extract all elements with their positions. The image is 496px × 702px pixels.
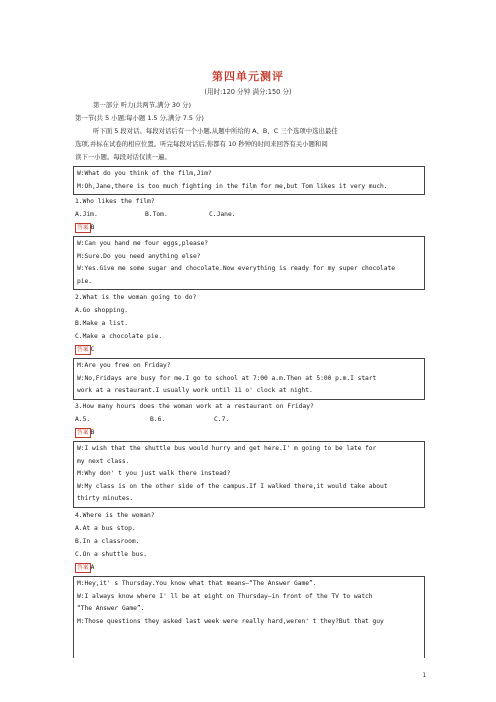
answer-tag: 答案: [77, 430, 89, 436]
instruction-line-3: 读下一小题。每段对话仅读一遍。: [75, 153, 171, 161]
dialog-line: M:Hey,it' s Thursday.You know what that means—“The Answer Game”.: [77, 580, 317, 587]
dialog-line: W:I always know where I' ll be at eight on Thursday—in front of the TV to watch: [77, 592, 373, 600]
dialog-line: pie.: [77, 277, 92, 285]
dialog-line: W:What do you think of the film,Jim?: [77, 170, 212, 177]
answer-value: A: [90, 564, 95, 571]
dialog-line: “The Answer Game”.: [77, 605, 145, 613]
dialog-line: M:Are you free on Friday?: [77, 362, 171, 369]
page-number: 1: [422, 672, 426, 679]
page-title: 第四单元测评: [212, 70, 284, 83]
instruction-line-1: 听下面 5 段对话。每段对话后有一个小题,从题中所给的 A、B、C 三个选项中选出最佳: [93, 127, 338, 135]
dialog-box-2: [73, 236, 425, 290]
dialog-line: thirty minutes.: [77, 495, 134, 503]
dialog-box-1: [73, 166, 425, 195]
option-a: A.At a bus stop.: [75, 525, 136, 532]
options-1: [75, 211, 236, 218]
question-4: 4.Where is the woman?: [75, 512, 155, 519]
dialog-line: M:Sure.Do you need anything else?: [77, 252, 201, 260]
question-2: 2.What is the woman going to do?: [75, 294, 197, 301]
answer-value: B: [90, 429, 95, 436]
dialog-box-3: [73, 358, 425, 400]
dialog-line: W:Can you hand me four eggs,please?: [77, 240, 208, 247]
dialog-line: W:No,Fridays are busy for me.I go to school at 7:00 a.m.Then at 5:00 p.m.I start: [77, 374, 377, 382]
option-a: A.Go shopping.: [75, 307, 129, 314]
answer-value: B: [90, 224, 95, 231]
answer-1: [75, 223, 94, 233]
options-3: [75, 416, 229, 423]
dialog-line: work at a restaurant.I usually work until 11 o' clock at night.: [77, 387, 313, 395]
dialog-line: M:Oh,Jane,there is too much fighting in the film for me,but Tom likes it very much.: [77, 182, 388, 190]
option-c: C.7.: [214, 416, 230, 423]
answer-tag: 答案: [77, 347, 89, 353]
answer-tag: 答案: [77, 225, 89, 231]
question-1: 1.Who likes the film?: [75, 198, 155, 205]
question-3: 3.How many hours does the woman work at a restaurant on Friday?: [75, 403, 314, 410]
dialog-line: W:My class is on the other side of the campus.If I walked there,it would take about: [77, 482, 388, 490]
dialog-line: W:I wish that the shuttle bus would hurry and get here.I' m going to be late for: [77, 445, 377, 452]
instruction-line-2: 选项,并标在试卷的相应位置。听完每段对话后,你都有 10 秒钟的时间来回答有关小题和阅: [75, 140, 328, 148]
dialog-line: my next class.: [77, 457, 130, 465]
option-b: B.Make a list.: [75, 320, 129, 327]
option-b: B.Tom.: [145, 211, 168, 218]
answer-tag: 答案: [77, 565, 89, 571]
option-c: C.Jane.: [209, 211, 236, 218]
section-heading: 第一节(共 5 小题;每小题 1.5 分,满分 7.5 分): [75, 114, 204, 122]
option-c: C.Make a chocolate pie.: [75, 333, 163, 340]
dialog-box-4: [73, 441, 425, 508]
option-a: A.Jim.: [75, 211, 98, 218]
answer-value: C: [90, 346, 95, 353]
option-a: A.5.: [75, 416, 91, 423]
part-heading: 第一部分 听力(共两节,满分 30 分): [93, 101, 191, 109]
answer-2: [75, 345, 94, 355]
dialog-box-5: [73, 576, 425, 658]
page-subtitle: (用时:120 分钟 满分:150 分): [204, 88, 292, 96]
dialog-line: M:Those questions they asked last week were really hard,weren' t they?But that guy: [77, 617, 384, 625]
option-b: B.In a classroom.: [75, 538, 140, 545]
dialog-line: W:Yes.Give me some sugar and chocolate.Now everything is ready for my super chocolate: [77, 265, 395, 273]
option-c: C.On a shuttle bus.: [75, 551, 148, 558]
dialog-line: M:Why don' t you just walk there instead?: [77, 470, 231, 478]
option-b: B.6.: [150, 416, 166, 423]
answer-3: [75, 428, 94, 438]
answer-4: [75, 563, 94, 573]
